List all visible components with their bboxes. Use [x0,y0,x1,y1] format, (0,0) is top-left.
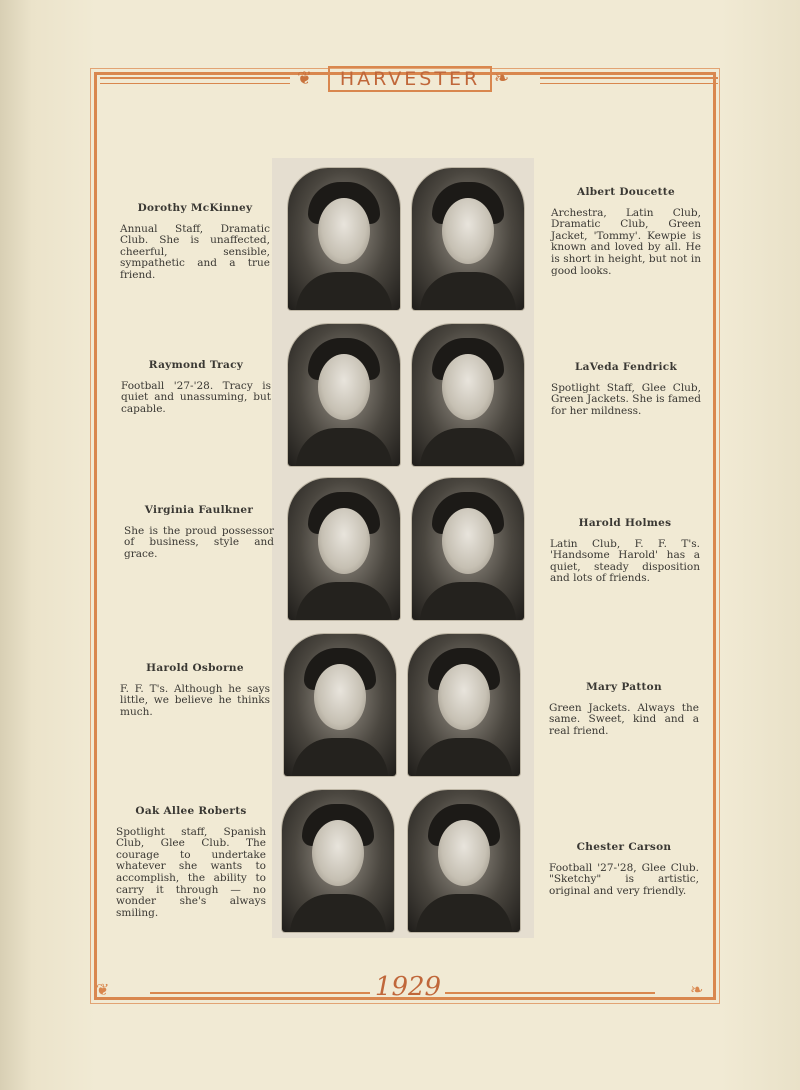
student-entry [551,362,701,417]
header-rule-right [540,77,718,84]
student-entry [120,203,270,282]
scroll-ornament-icon: ❦ [297,68,313,89]
portrait-photo [288,324,400,466]
corner-flourish-icon: ❦ [96,980,110,999]
student-entry [549,682,699,737]
student-name: Chester Carson [576,841,672,853]
portrait-photo [288,168,400,310]
page-header [0,60,800,100]
student-entry [124,505,274,560]
portrait-photo [282,790,394,932]
student-entry [120,663,270,718]
student-description: Football '27-'28, Glee Club. "Sketchy" is artistic, original and very friendly. [549,861,699,897]
portrait-photo [284,634,396,776]
student-name: LaVeda Fendrick [574,361,678,373]
student-entry [550,518,700,585]
student-description: She is the proud possessor of business, style and grace. [124,524,274,560]
student-name: Dorothy McKinney [137,202,253,214]
corner-flourish-icon: ❧ [690,980,704,999]
student-name: Harold Osborne [146,662,244,674]
student-description: Spotlight staff, Spanish Club, Glee Club. The courage to undertake whatever she wants to accomplish, the ability to carry it through — no wonder she's always smiling. [116,825,266,919]
student-entry [551,187,701,277]
footer-rule-left [150,992,370,999]
portrait-photo [288,478,400,620]
student-description: Annual Staff, Dramatic Club. She is unaffected, cheerful, sensible, sympathetic and a true friend. [120,222,270,281]
student-description: Spotlight Staff, Glee Club, Green Jackets. She is famed for her mildness. [551,381,701,417]
portrait-photo [408,634,520,776]
portrait-photo [408,790,520,932]
student-description: Football '27-'28. Tracy is quiet and unassuming, but capable. [121,379,271,415]
yearbook-title: HARVESTER [328,66,492,92]
student-name: Harold Holmes [578,517,672,529]
portrait-photo [412,324,524,466]
student-description: Latin Club, F. F. T's. 'Handsome Harold' has a quiet, steady disposition and lots of friends. [550,537,700,585]
student-entry [116,806,266,919]
portrait-photo [412,168,524,310]
student-description: F. F. T's. Although he says little, we believe he thinks much. [120,682,270,718]
header-rule-left [100,77,290,84]
page-footer [0,970,800,1010]
student-name: Albert Doucette [577,186,675,198]
student-entry [549,842,699,897]
student-name: Virginia Faulkner [144,504,254,516]
student-name: Oak Allee Roberts [135,805,247,817]
student-name: Raymond Tracy [148,359,244,371]
student-name: Mary Patton [586,681,662,693]
portrait-photo [412,478,524,620]
footer-rule-right [445,992,655,999]
student-description: Green Jackets. Always the same. Sweet, kind and a real friend. [549,701,699,737]
student-entry [121,360,271,415]
student-description: Archestra, Latin Club, Dramatic Club, Green Jacket, 'Tommy'. Kewpie is known and loved by all. He is short in height, but not in good looks. [551,206,701,277]
scroll-ornament-icon: ❧ [494,68,510,89]
yearbook-year: 1929 [374,972,442,1002]
photo-panel [272,158,534,938]
